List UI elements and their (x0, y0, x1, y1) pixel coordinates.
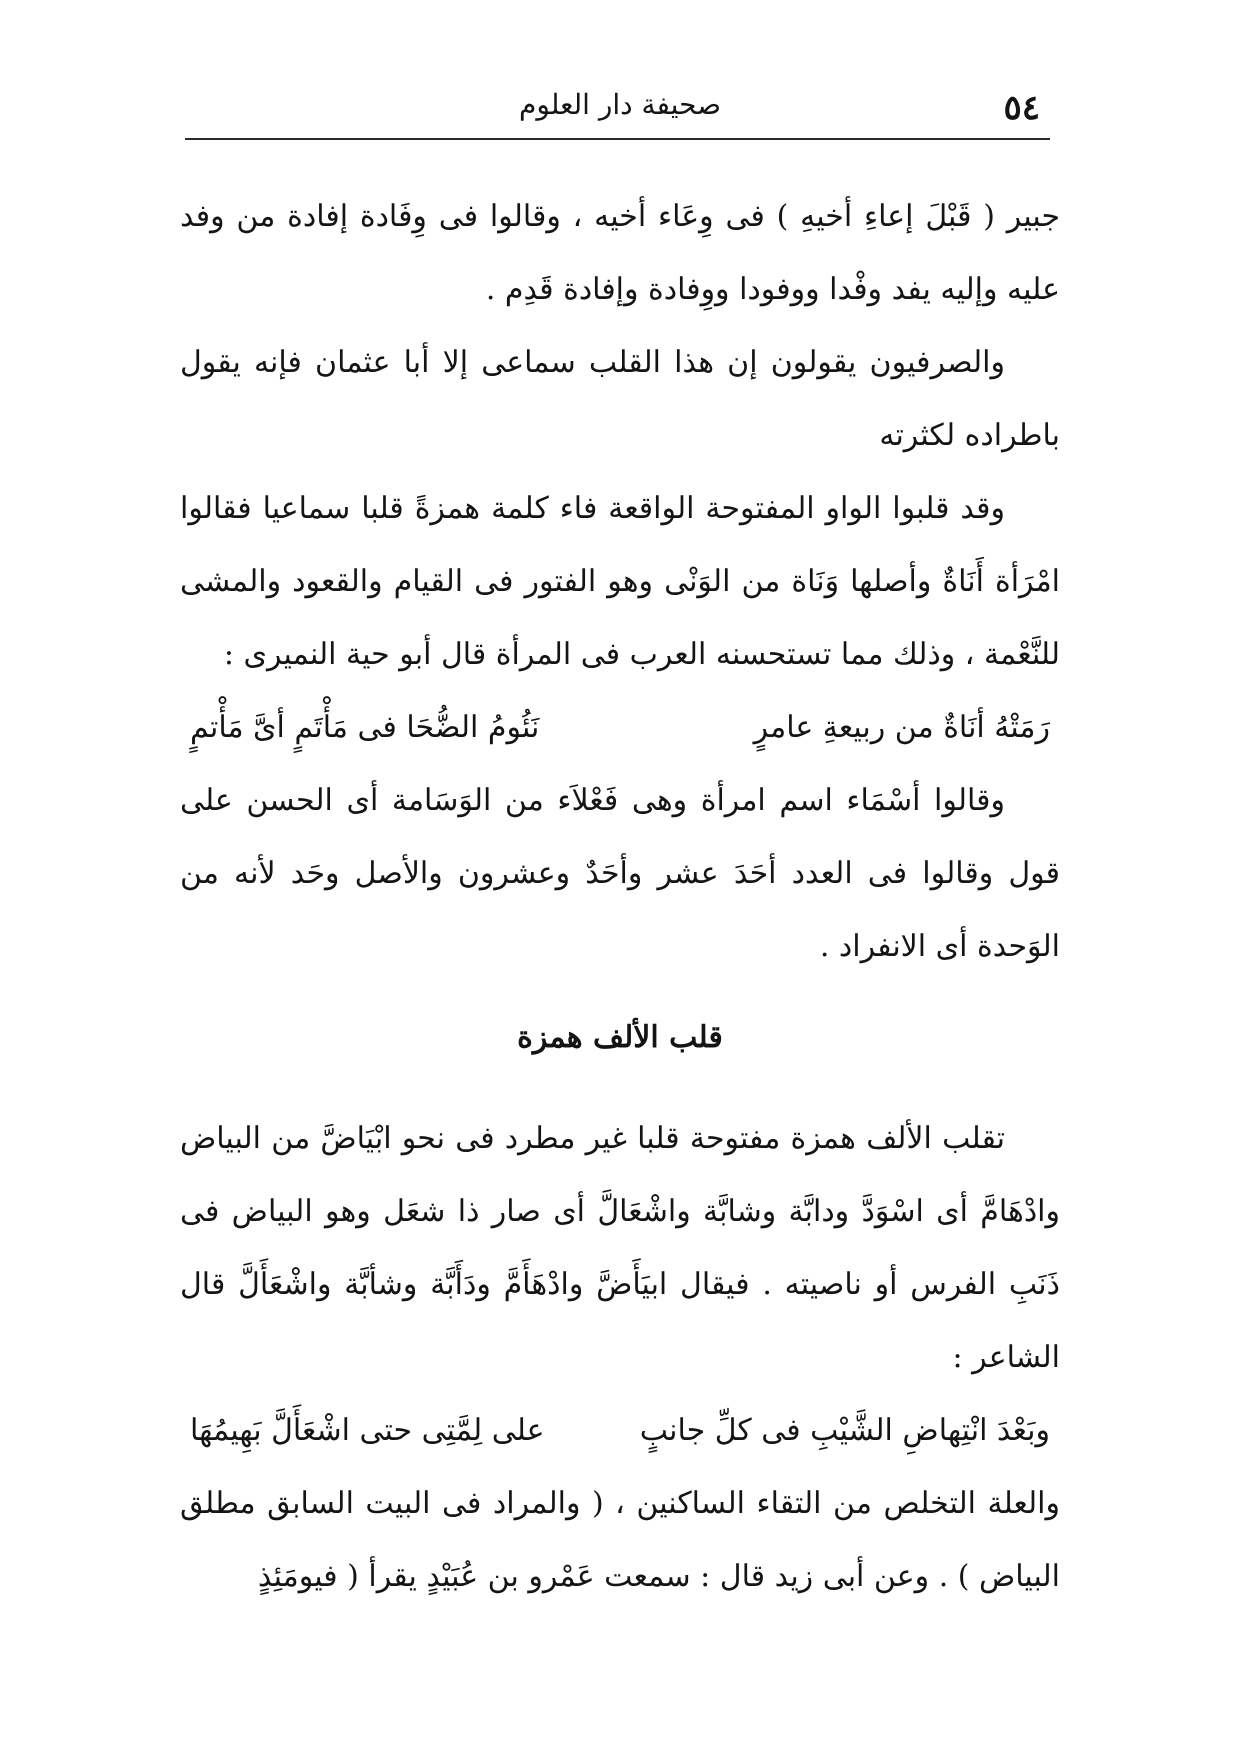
running-title: صحيفة دار العلوم (519, 88, 721, 121)
verse-first-hemistich: وبَعْدَ انْتِهاضِ الشَّيْبِ فى كلِّ جانبٍ (639, 1413, 1050, 1448)
paragraph: وقالوا أسْمَاء اسم امرأة وهى فَعْلاَء من الوَسَامة أى الحسن على قول وقالوا فى العدد أحَدَ عشر وأحَدٌ وعشرون والأصل وحَد لأنه من الوَحدة أى الانفراد . (180, 783, 1060, 964)
section-heading: قلب الألف همزة (517, 1020, 723, 1055)
paragraph: والصرفيون يقولون إن هذا القلب سماعى إلا أبا عثمان فإنه يقول باطراده لكثرته (180, 345, 1060, 453)
paragraph: وقد قلبوا الواو المفتوحة الواقعة فاء كلمة همزةً قلبا سماعيا فقالوا امْرَأة أَنَاةٌ وأصلها وَنَاة من الوَنْى وهو الفتور فى القيام والقعود والمشى للنَّعْمة ، وذلك مما تستحسنه العرب فى المرأة قال أبو حية النميرى : (180, 491, 1060, 672)
verse-second-hemistich: نَئُومُ الضُّحَا فى مَأْتَمٍ أىَّ مَأْتمٍ (190, 710, 540, 745)
poem-verse (190, 1394, 1050, 1467)
paragraph: تقلب الألف همزة مفتوحة قلبا غير مطرد فى نحو ابْيَاضَّ من البياض وادْهَامَّ أى اسْوَدَّ ودابَّة وشابَّة واشْعَالَّ أى صار ذا شعَل وهو البياض فى ذَنَبِ الفرس أو ناصيته . فيقال ابيَأَضَّ وادْهَأَمَّ ودَأَبَّة وشأبَّة واشْعَأَلَّ قال الشاعر : (180, 1121, 1060, 1375)
page-number: ٥٤ (1003, 88, 1040, 128)
paragraph: جبير ( قَبْلَ إعاءِ أخيهِ ) فى وِعَاء أخيه ، وقالوا فى وِفَادة إفادة من وفد عليه وإليه يفد وفْدا ووفودا ووِفادة وإفادة قَدِم . (180, 199, 1060, 307)
page-header (180, 82, 1060, 132)
poem-verse (190, 691, 1050, 764)
body-text (180, 180, 1060, 1613)
header-rule (185, 138, 1050, 140)
paragraph: والعلة التخلص من التقاء الساكنين ، ( والمراد فى البيت السابق مطلق البياض ) . وعن أبى زيد قال : سمعت عَمْرو بن عُبَيْدٍ يقرأ ( فيومَئِذٍ (180, 1486, 1060, 1594)
verse-second-hemistich: على لِمَّتِى حتى اشْعَأَلَّ بَهِيمُهَا (190, 1413, 545, 1448)
verse-first-hemistich: رَمَتْهُ أنَاةٌ من ربيعةِ عامرٍ (753, 710, 1050, 745)
